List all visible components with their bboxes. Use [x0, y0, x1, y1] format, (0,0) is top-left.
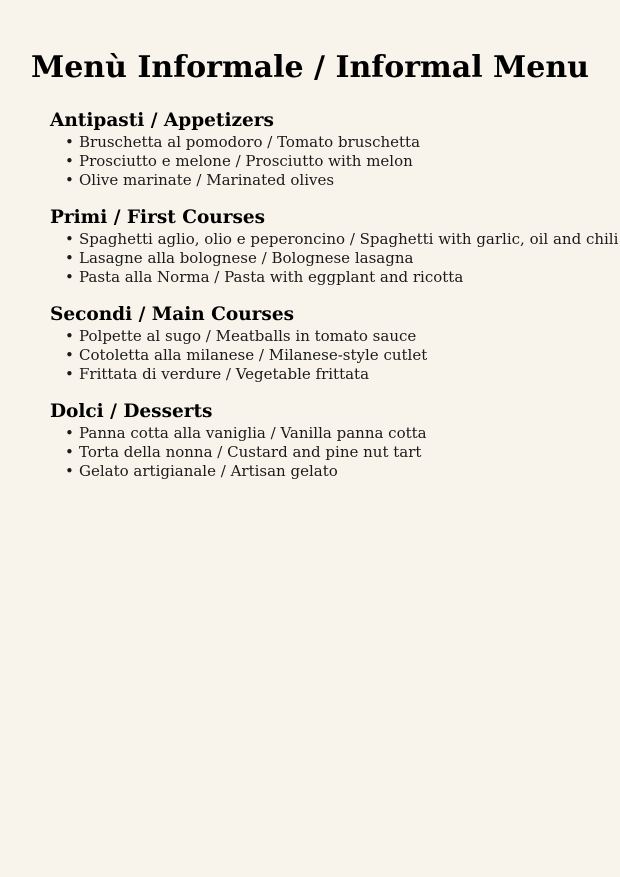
section-heading: Antipasti / Appetizers: [50, 110, 274, 131]
list-item: • Polpette al sugo / Meatballs in tomato sauce: [50, 327, 620, 346]
item-list: [50, 133, 620, 190]
section-antipasti: [50, 109, 620, 190]
list-item: • Panna cotta alla vaniglia / Vanilla panna cotta: [50, 424, 620, 443]
list-item: • Pasta alla Norma / Pasta with eggplant and ricotta: [50, 268, 620, 287]
item-list: [50, 230, 620, 287]
section-heading: Dolci / Desserts: [50, 401, 213, 422]
item-list: [50, 424, 620, 481]
section-dolci: [50, 400, 620, 481]
list-item: • Lasagne alla bolognese / Bolognese lasagna: [50, 249, 620, 268]
list-item: • Bruschetta al pomodoro / Tomato bruschetta: [50, 133, 620, 152]
list-item: • Spaghetti aglio, olio e peperoncino / Spaghetti with garlic, oil and chili: [50, 230, 620, 249]
item-list: [50, 327, 620, 384]
section-heading: Primi / First Courses: [50, 207, 266, 228]
list-item: • Prosciutto e melone / Prosciutto with melon: [50, 152, 620, 171]
list-item: • Frittata di verdure / Vegetable frittata: [50, 365, 620, 384]
list-item: • Olive marinate / Marinated olives: [50, 171, 620, 190]
menu-title: Menù Informale / Informal Menu: [31, 50, 589, 85]
list-item: • Gelato artigianale / Artisan gelato: [50, 462, 620, 481]
list-item: • Cotoletta alla milanese / Milanese-style cutlet: [50, 346, 620, 365]
section-primi: [50, 206, 620, 287]
list-item: • Torta della nonna / Custard and pine nut tart: [50, 443, 620, 462]
section-heading: Secondi / Main Courses: [50, 304, 295, 325]
section-secondi: [50, 303, 620, 384]
